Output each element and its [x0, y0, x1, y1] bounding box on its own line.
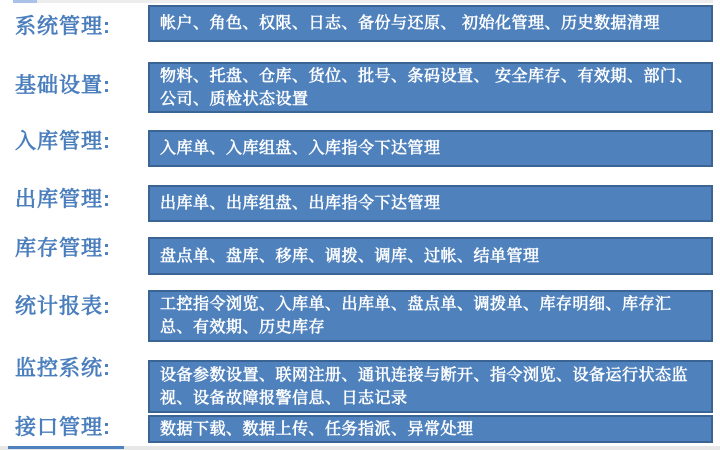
- module-items-text: 盘点单、盘库、移库、调拨、调库、过帐、结单管理: [160, 247, 540, 265]
- module-items-system-management: [148, 5, 713, 42]
- module-items-text: 物料、托盘、仓库、货位、批号、条码设置、 安全库存、有效期、部门、公司、质检状态设置: [160, 67, 693, 108]
- top-edge-strip-blue: [13, 0, 37, 3]
- bottom-edge-line-blue: [8, 446, 124, 449]
- module-items-interface-management: [148, 415, 713, 443]
- module-items-outbound-management: [148, 185, 713, 222]
- module-label-inventory-management: 库存管理:: [15, 237, 111, 260]
- module-label-statistics-reports: 统计报表:: [15, 295, 111, 318]
- module-label-inbound-management: 入库管理:: [15, 130, 111, 153]
- module-items-basic-settings: [148, 62, 713, 113]
- module-label-basic-settings: 基础设置:: [15, 74, 111, 97]
- module-label-system-management: 系统管理:: [15, 15, 111, 38]
- module-items-inventory-management: [148, 237, 713, 275]
- top-edge-strip-gray: [37, 0, 713, 3]
- module-items-text: 工控指令浏览、入库单、出库单、盘点单、调拨单、库存明细、库存汇总、有效期、历史库存: [160, 296, 672, 336]
- module-items-text: 数据下载、数据上传、任务指派、异常处理: [160, 420, 474, 438]
- module-items-text: 出库单、出库组盘、出库指令下达管理: [160, 195, 441, 212]
- module-items-text: 入库单、入库组盘、入库指令下达管理: [160, 140, 441, 157]
- module-label-outbound-management: 出库管理:: [15, 188, 111, 211]
- module-items-text: 设备参数设置、联网注册、通讯连接与断开、指令浏览、设备运行状态监视、设备故障报警信息、日志记录: [160, 366, 689, 407]
- module-items-monitoring-system: [148, 360, 713, 413]
- module-items-statistics-reports: [148, 290, 713, 342]
- module-label-monitoring-system: 监控系统:: [15, 357, 111, 380]
- module-items-text: 帐户、角色、权限、日志、备份与还原、 初始化管理、历史数据清理: [160, 15, 660, 32]
- module-items-inbound-management: [148, 130, 713, 167]
- module-label-interface-management: 接口管理:: [15, 416, 111, 439]
